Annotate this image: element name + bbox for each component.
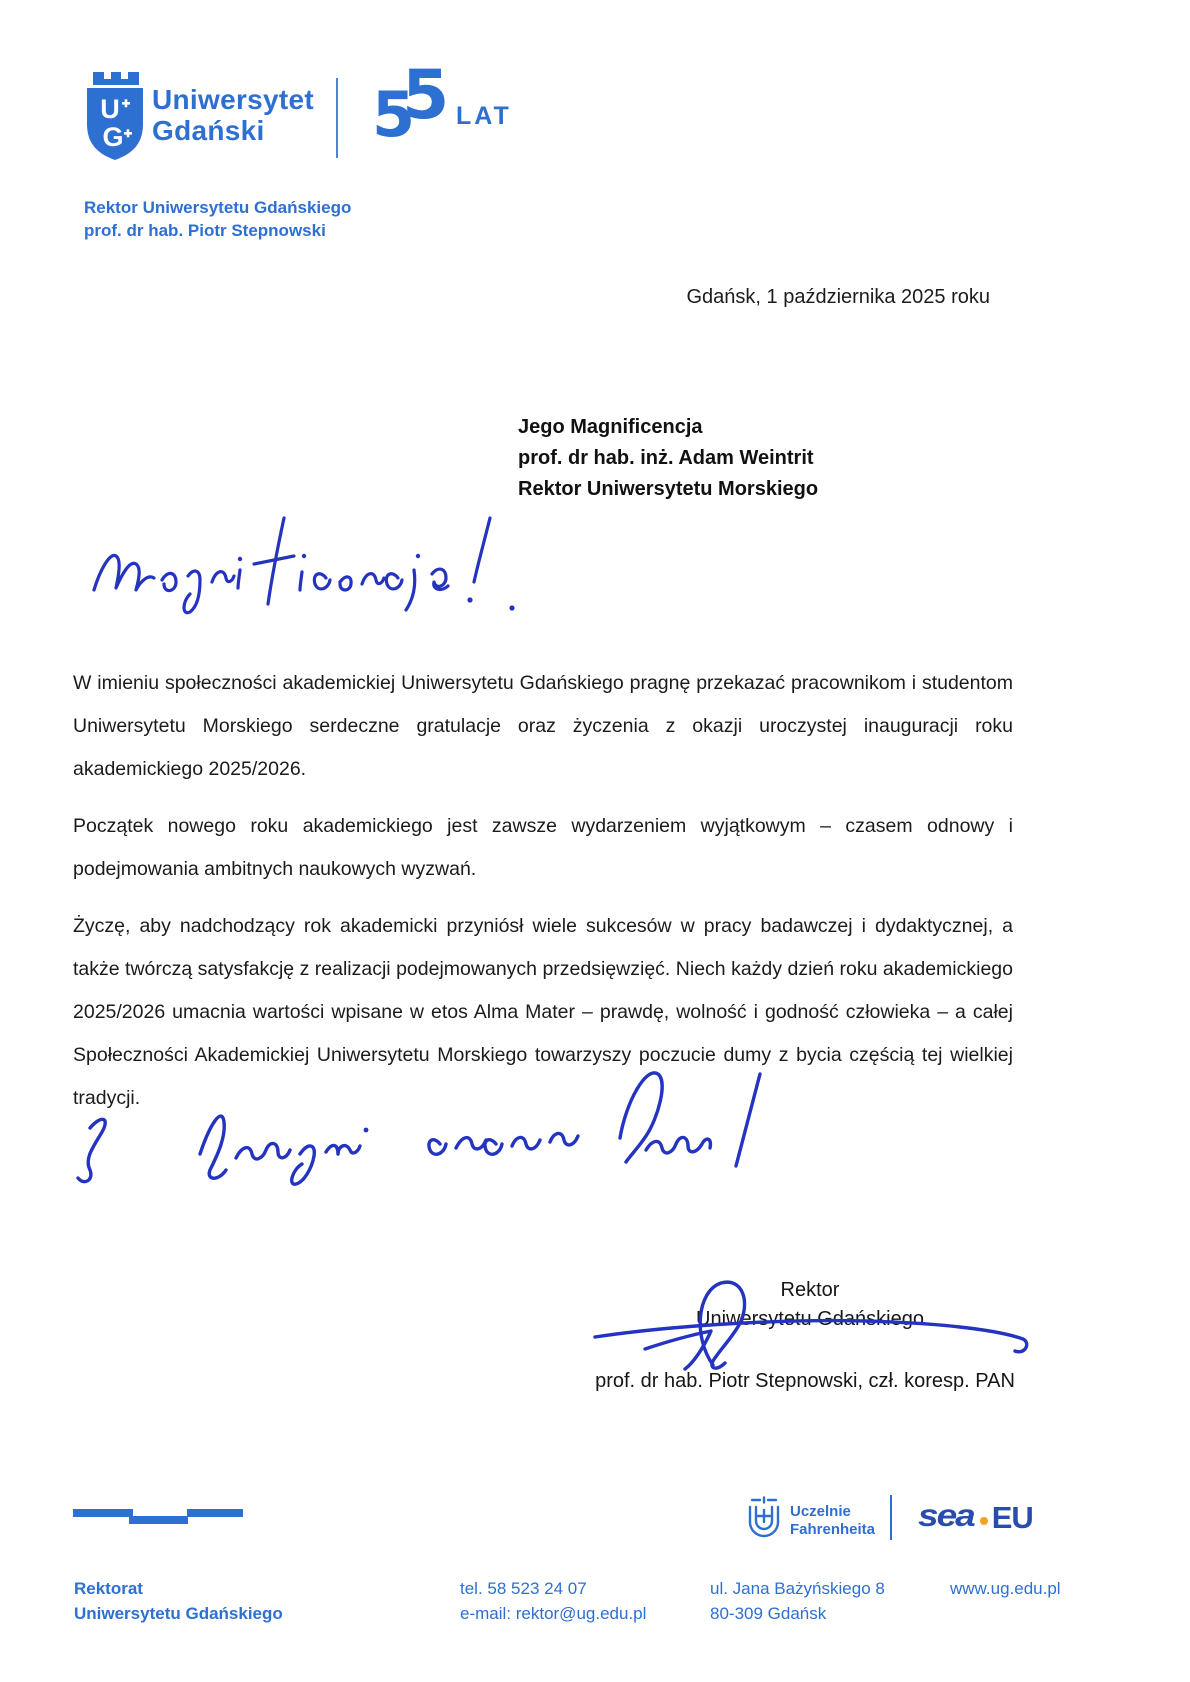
signature-title-line1: Rektor — [780, 1279, 840, 1301]
handwritten-salutation — [88, 512, 538, 617]
addressee-title: Rektor Uniwersytetu Morskiego — [518, 478, 819, 500]
contact-phone: tel. 58 523 24 07 — [460, 1579, 587, 1598]
footer-logo-divider — [890, 1495, 892, 1540]
contact-phone-email-block — [460, 1576, 646, 1626]
fahrenheit-label-line1: Uczelnie — [790, 1503, 851, 1520]
university-gdansk-shield-icon — [84, 72, 146, 160]
anniversary-digit-1: 5 — [372, 78, 416, 151]
handwritten-signature-scrawl — [585, 1273, 1045, 1373]
signature-name-line: prof. dr hab. Piotr Stepnowski, czł. koresp. PAN — [595, 1370, 1015, 1392]
sender-block — [84, 196, 351, 242]
contact-office-line2: Uniwersytetu Gdańskiego — [74, 1604, 283, 1623]
contact-address-block — [710, 1576, 885, 1626]
contact-office-block — [74, 1576, 283, 1626]
header-divider — [336, 78, 338, 158]
addressee-block — [518, 412, 818, 505]
paragraph-2: Początek nowego roku akademickiego jest zawsze wydarzeniem wyjątkowym – czasem odnowy i podejmowania ambitnych naukowych wyzwań. — [73, 815, 1013, 880]
addressee-honorific: Jego Magnificencja — [518, 416, 703, 438]
shield-letter-u: U — [100, 94, 120, 124]
handwritten-closing — [60, 1058, 780, 1193]
footer-decor-bar-3 — [187, 1509, 243, 1517]
wordmark-line1: Uniwersytet — [152, 84, 315, 115]
contact-email: e-mail: rektor@ug.edu.pl — [460, 1604, 647, 1623]
anniversary-lat-label: LAT — [456, 102, 512, 130]
fahrenheit-universities-label — [790, 1503, 875, 1539]
sea-eu-word: sea — [918, 1498, 974, 1533]
fahrenheit-universities-icon — [745, 1496, 783, 1540]
signature-title-line2: Uniwersytetu Gdańskiego — [696, 1308, 924, 1330]
footer-decor-bar-2 — [129, 1516, 188, 1524]
sea-eu-dot-icon — [980, 1517, 988, 1525]
dateline: Gdańsk, 1 października 2025 roku — [686, 286, 990, 308]
sender-name: prof. dr hab. Piotr Stepnowski — [84, 221, 326, 240]
shield-letter-g: G — [102, 122, 124, 152]
contact-address-line2: 80-309 Gdańsk — [710, 1604, 827, 1623]
university-wordmark — [152, 84, 314, 146]
contact-office-line1: Rektorat — [74, 1579, 143, 1598]
sender-title: Rektor Uniwersytetu Gdańskiego — [84, 198, 352, 217]
footer-decor-bar-1 — [73, 1509, 133, 1517]
paragraph-1: W imieniu społeczności akademickiej Uniwersytetu Gdańskiego pragnę przekazać pracownikom i studentom Uniwersytetu Morskiego serdeczne gratulacje oraz życzenia z okazji uroczystej inauguracji roku akademickiego 2025/2026. — [73, 672, 1013, 780]
addressee-name: prof. dr hab. inż. Adam Weintrit — [518, 447, 814, 469]
crown-shape — [93, 72, 139, 85]
contact-address-line1: ul. Jana Bażyńskiego 8 — [710, 1579, 885, 1598]
wordmark-line2: Gdański — [152, 115, 265, 146]
fahrenheit-label-line2: Fahrenheita — [790, 1521, 876, 1538]
paragraph-3: Życzę, aby nadchodzący rok akademicki przyniósł wiele sukcesów w pracy badawczej i dydaktycznej, a także twórczą satysfakcję z realizacji podejmowanych przedsięwzięć. Niech każdy dzień roku akademickiego 2025/2026 umacnia wartości wpisane w etos Alma Mater – prawdę, wolność i godność człowieka – a całej Społeczności Akademickiej Uniwersytetu Morskiego towarzyszy poczucie dumy z bycia częścią tej wielkiej tradycji. — [73, 915, 1013, 1109]
anniversary-digit-2: 5 — [402, 56, 450, 135]
sea-eu-suffix: EU — [991, 1500, 1033, 1535]
sea-eu-logo — [918, 1494, 1033, 1538]
contact-website: www.ug.edu.pl — [950, 1579, 1061, 1598]
